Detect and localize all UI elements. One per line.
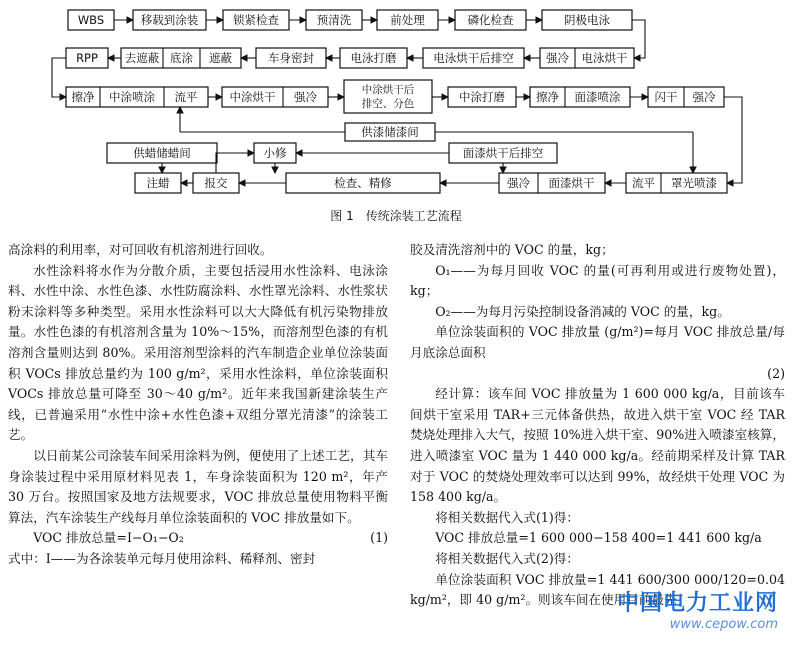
svg-text:小修: 小修 <box>263 146 287 160</box>
clearcoat-spray-label: 罩光喷漆 <box>671 176 717 190</box>
box-minor-repair <box>254 143 296 163</box>
equation-number: (1) <box>370 530 388 546</box>
box-primer-oven-group <box>222 87 328 107</box>
box-mask-group <box>121 48 241 68</box>
svg-text:电泳烘干后排空: 电泳烘干后排空 <box>433 51 514 65</box>
left-column <box>8 240 388 570</box>
figure-caption: 图 1 传统涂装工艺流程 <box>330 209 462 223</box>
watermark <box>617 586 778 632</box>
paragraph: O₁——为每月回收 VOC 的量(可再利用或进行废物处置)，kg； <box>410 262 785 299</box>
box-handover <box>193 173 239 193</box>
paragraph: 将相关数据代入式(2)得： <box>435 550 579 566</box>
flash-label: 闪干 <box>654 90 678 104</box>
box-flash-group <box>648 87 724 107</box>
svg-text:供漆储漆间: 供漆储漆间 <box>361 125 419 139</box>
box-topcoat-oven-group <box>499 173 605 193</box>
box-ep-oven-group <box>540 48 634 68</box>
equation-2 <box>410 364 785 385</box>
strong-cool-label: 强冷 <box>546 51 569 65</box>
underbody-label: 底涂 <box>170 51 193 65</box>
box-inspection <box>286 173 440 193</box>
strong-cool-label: 强冷 <box>692 90 716 104</box>
right-column <box>410 240 785 611</box>
equation-text: VOC 排放总量=I−O₁−O₂ <box>33 530 184 546</box>
box-rpp <box>66 48 108 68</box>
level-label: 流平 <box>632 176 655 190</box>
ep-oven-label: 电泳烘干 <box>581 51 628 65</box>
mask-label: 遮蔽 <box>209 51 232 65</box>
wipe-label: 擦净 <box>536 90 559 104</box>
svg-text:注蜡: 注蜡 <box>146 176 170 190</box>
primer-spray-label: 中涂喷涂 <box>109 90 155 104</box>
topcoat-spray-label: 面漆喷涂 <box>574 90 621 104</box>
svg-text:供蜡储蜡间: 供蜡储蜡间 <box>133 146 191 160</box>
paragraph: O₂——为每月污染控制设备消减的 VOC 的量，kg。 <box>435 303 730 319</box>
svg-text:面漆烘干后排空: 面漆烘干后排空 <box>462 146 544 160</box>
topcoat-oven-label: 面漆烘干 <box>548 176 595 190</box>
paragraph: 高涂料的利用率，对可回收有机溶剂进行回收。 <box>8 242 273 257</box>
box-move-to-paint <box>133 10 206 30</box>
watermark-title: 中国电力工业网 <box>616 591 778 616</box>
svg-text:检查、精修: 检查、精修 <box>334 176 392 190</box>
box-wbs <box>68 10 114 30</box>
box-body-seal <box>256 48 326 68</box>
box-clearcoat-group <box>626 173 727 193</box>
paragraph: 以日前某公司涂装车间采用涂料为例，便使用了上述工艺，其车身涂装过程中采用原材料见表 1，车身涂装面积为 120 m²，年产 30 万台。按照国家及地方法规要求，VOC 排放总量使用物料平衡算法，汽车涂装生产线每月单位涂装面积的 VOC 排放量如下。 <box>8 447 388 525</box>
svg-text:电泳打磨: 电泳打磨 <box>350 51 397 65</box>
equation-1 <box>8 528 388 549</box>
paragraph: 水性涂料将水作为分散介质，主要包括浸用水性涂料、电泳涂料、水性中涂、水性色漆、水性防腐涂料、水性罩光涂料、水性浆状粉末涂料等多种类型。采用水性涂料可以大大降低有机污染物排放量。水性色漆的有机溶剂含量为 10%～15%，而溶剂型色漆的有机溶剂含量则达到 80%。采用溶剂型涂料的汽车制造企业单位涂装面积 VOCs 排放总量约为 100 g/m²，采用水性涂料，单位涂装面积 VOCs 排放总量可降至 30～40 g/m²。近年来我国新建涂装生产线，已普遍采用“水性中涂+水性色漆+双组分罩光清漆”的涂装工艺。 <box>8 262 388 443</box>
svg-text:预清洗: 预清洗 <box>316 13 352 27</box>
svg-text:锁紧检查: 锁紧检查 <box>233 13 279 27</box>
remove-mask-label: 去遮蔽 <box>124 51 160 65</box>
svg-text:RPP: RPP <box>76 51 98 65</box>
strong-cool-label: 强冷 <box>507 176 530 190</box>
paragraph: 单位涂装面积的 VOC 排放量 (g/m²)=每月 VOC 排放总量/每月底涂总面积 <box>410 324 785 360</box>
box-ep-oven-exhaust <box>423 48 524 68</box>
box-spare-room <box>345 123 435 141</box>
paragraph: 单位涂装面积 VOC 排放量=1 441 600/300 000/120=0.04 kg/m²，即 40 g/m²。则该车间在使用目前最先 <box>410 571 785 608</box>
svg-text:阴极电泳: 阴极电泳 <box>564 13 610 27</box>
svg-text:中涂烘干后: 中涂烘干后 <box>361 84 415 96</box>
svg-text:车身密封: 车身密封 <box>268 51 314 65</box>
svg-text:WBS: WBS <box>77 13 105 27</box>
paragraph: 将相关数据代入式(1)得： <box>435 509 579 525</box>
wipe-label: 擦净 <box>71 90 95 104</box>
svg-text:排空、分色: 排空、分色 <box>361 98 415 110</box>
paragraph: 胶及清洗溶剂中的 VOC 的量，kg； <box>410 242 614 257</box>
paragraph: 经计算：该车间 VOC 排放量为 1 600 000 kg/a，目前该车间烘干室采用 TAR+三元体备供热，故进入烘干室 VOC 经 TAR 焚烧处理排入大气，按照 10%进入烘干室、90%进入喷漆室核算，进入喷漆室 VOC 量为 1 440 000 kg/a。经前期采样及计算 TAR 对于 VOC 的焚烧处理效率可以达到 99%，故经烘干处理 VOC 为 158 400 kg/a。 <box>410 386 785 505</box>
box-ep-sanding <box>340 48 407 68</box>
box-primer-exhaust <box>344 80 432 113</box>
box-lock-check <box>223 10 289 30</box>
primer-oven-label: 中涂烘干 <box>229 90 276 104</box>
level-label: 流平 <box>174 90 198 104</box>
box-phosphate-check <box>455 10 526 30</box>
svg-text:磷化检查: 磷化检查 <box>467 13 514 27</box>
box-primer-spray-group <box>66 87 208 107</box>
box-pre-rinse <box>306 10 362 30</box>
box-cathodic-ep <box>542 10 632 30</box>
equation-number: (2) <box>767 365 785 381</box>
paragraph: VOC 排放总量=1 600 000−158 400=1 441 600 kg/a <box>435 530 762 546</box>
box-pretreatment <box>377 10 438 30</box>
box-wax-inject <box>135 173 181 193</box>
watermark-url: www.cepow.com <box>669 617 778 632</box>
svg-text:移载到涂装: 移载到涂装 <box>140 13 199 27</box>
box-topcoat-exhaust <box>449 143 557 163</box>
process-flow-diagram <box>0 0 792 205</box>
svg-text:中涂打磨: 中涂打磨 <box>459 90 505 104</box>
box-topcoat-spray-group <box>530 87 630 107</box>
box-wax-room <box>107 143 217 163</box>
svg-text:前处理: 前处理 <box>390 13 425 27</box>
strong-cool-label: 强冷 <box>294 90 317 104</box>
svg-text:报交: 报交 <box>204 176 228 190</box>
box-primer-sanding <box>448 87 516 107</box>
paragraph: 式中：I——为各涂装单元每月使用涂料、稀释剂、密封 <box>8 550 316 566</box>
